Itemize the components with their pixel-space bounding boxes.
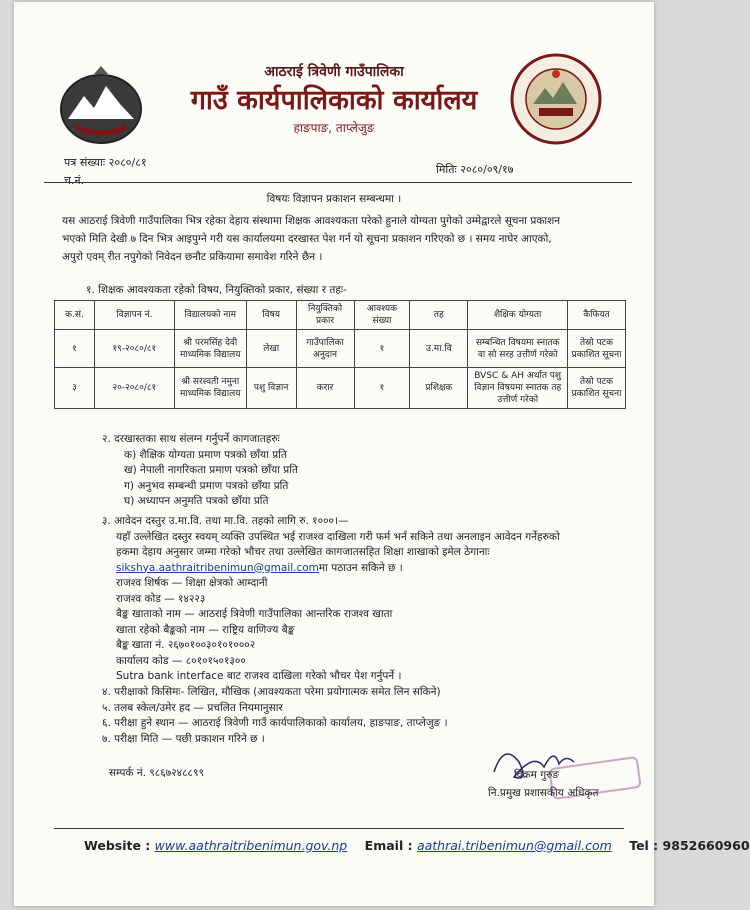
col-header: विषय [246,301,296,330]
office-name: गाउँ कार्यपालिकाको कार्यालय [190,85,478,116]
footer-email-link[interactable]: aathrai.tribenimun@gmail.com [416,838,612,853]
table-row [55,368,626,409]
municipality-name: आठराई त्रिवेणी गाउँपालिका [264,64,404,80]
list-item: घ) अध्यापन अनुमति पत्रको छाँया प्रति [124,495,269,507]
table-cell: उ.मा.वि [410,330,468,368]
tel-label: Tel : [629,838,659,853]
letter-date: मितिः २०८०/०९/१७ [436,163,514,176]
table-cell: गाउँपालिका अनुदान [296,330,354,368]
email-suffix: मा पठाउन सकिने छ । [318,561,403,574]
footer-divider [54,828,624,829]
table-cell: २०-२०८०/८१ [94,368,174,409]
reference-number: च.नं. [64,174,85,187]
exam-section [102,685,448,747]
table-cell: BVSC & AH अर्थात पशु विज्ञान विषयमा स्नातक तह उत्तीर्ण गरेको [468,368,568,409]
email-line [102,561,560,577]
table-cell: १९-२०८०/८१ [94,330,174,368]
fee-section [102,514,560,685]
col-header: आवश्यक संख्या [354,301,410,330]
list-item: ग) अनुभव सम्बन्धी प्रमाण पत्रको छाँया प्रति [124,479,289,492]
list-item: ख) नेपाली नागरिकता प्रमाण पत्रको छाँया प्रति [124,464,298,476]
detail-item: राजश्व शिर्षक — शिक्षा क्षेत्रको आम्दानी [116,577,268,589]
table-cell: सम्बन्धित विषयमा स्नातक वा सो सरह उत्तीर्ण गरेको [468,330,568,368]
website-label: Website : [84,838,151,853]
table-header-row [55,301,626,330]
signatory-name: विक्रम गुरुङ [514,769,560,781]
col-header: नियुक्तिको प्रकार [296,301,354,330]
col-header: कैफियत [568,301,626,330]
table-cell: तेस्रो पटक प्रकाशित सूचना [568,368,626,409]
detail-item: बैङ्क खाताको नाम — आठराई त्रिवेणी गाउँपालिका आन्तरिक राजश्व खाता [116,608,393,620]
col-header: विज्ञापन नं. [94,301,174,330]
list-item: ७. परीक्षा मिति — पछी प्रकाशन गरिने छ । [102,732,265,745]
education-email-link[interactable]: sikshya.aathraitribenimun@gmail.com [116,561,319,574]
section-title: २. दरखास्तका साथ संलग्न गर्नुपर्ने कागजातहरुः [102,433,280,445]
contact-number: सम्पर्क नं. ९८६७२४८८९९ [109,767,204,779]
list-item: ५. तलब स्केल/उमेर हद — प्रचलित नियमानुसार [102,701,283,714]
office-location: हाङपाङ, ताप्लेजुङ [293,121,375,135]
fee-line: यहाँ उल्लेखित दस्तुर स्वयम् व्यक्ति उपस्थित भई राजश्व दाखिला गरी फर्म भर्न सकिने तथा अनलाइन आवेदन गर्नेहरुको [116,530,560,543]
table-row [55,330,626,368]
table-cell: ३ [55,368,95,409]
paragraph-line: अपुरो एवम् रीत नपुगेको निवेदन छनौट प्रकियामा समावेश गरिने छैन । [62,251,323,263]
paragraph-line: यस आठराई त्रिवेणी गाउँपालिका भित्र रहेका देहाय संस्थामा शिक्षक आवश्यकता परेको हुनाले योग्यता पुगेको उम्मेद्वारले सूचना प्रकाशन [62,215,561,227]
col-header: विद्यालयको नाम [174,301,246,330]
detail-item: बैङ्क खाता नं. २६७०१००३०१०१०००२ [116,639,256,651]
table-cell: श्री सरस्वती नमुना माध्यमिक विद्यालय [174,368,246,409]
list-item: ६. परीक्षा हुने स्थान — आठराई त्रिवेणी गाउँ कार्यपालिकाको कार्यालय, हाङपाङ, ताप्लेजुङ । [102,717,448,729]
table-cell: पशु विज्ञान [246,368,296,409]
letter-number: पत्र संख्याः २०८०/८१ [64,156,147,169]
letter-page [14,2,750,906]
fee-line: ३. आवेदन दस्तुर उ.मा.वि. तथा मा.वि. तहको लागि रु. १०००।— [102,515,349,527]
tel-number: 9852660960 [662,838,750,853]
fee-line: हकमा देहाय अनुसार जम्मा गरेको भौचर तथा उल्लेखित कागजातसहित शिक्षा शाखाको इमेल ठेगानाः [116,546,490,558]
notice-paragraph [62,212,622,266]
col-header: क.सं. [55,301,95,330]
table-cell: १ [354,330,410,368]
detail-item: कार्यालय कोड — ८०१०१५०१३०० [116,654,246,667]
signatory-title: नि.प्रमुख प्रशासकीय अधिकृत [488,787,599,799]
table-cell: तेस्रो पटक प्रकाशित सूचना [568,330,626,368]
table-cell: १ [55,330,95,368]
table-cell: प्रशिक्षक [410,368,468,409]
table-cell: करार [296,368,354,409]
vacancy-table [54,300,626,409]
table-cell: श्री परमसिंह देवी माध्यमिक विद्यालय [174,330,246,368]
documents-section [102,432,298,510]
paragraph-line: भएको मिति देखी ७ दिन भित्र आइपुग्ने गरी यस कार्यालयमा दरखास्त पेश गर्न यो सूचना प्रकाशन गरिएको छ । समय नाघेर आएको, [62,233,552,245]
website-link[interactable]: www.aathraitribenimun.gov.np [154,838,348,853]
section1-title: १. शिक्षक आवश्यकता रहेको विषय, नियुक्तिको प्रकार, संख्या र तहः- [86,284,347,296]
detail-item: खाता रहेको बैङ्कको नाम — राष्ट्रिय वाणिज्य बैङ्क [116,623,295,636]
table-cell: १ [354,368,410,409]
subject-line: विषयः विज्ञापन प्रकाशन सम्बन्धमा । [266,193,402,205]
col-header: शैक्षिक योग्यता [468,301,568,330]
email-label: Email : [364,838,413,853]
col-header: तह [410,301,468,330]
list-item: क) शैक्षिक योग्यता प्रमाण पत्रको छाँया प्रति [124,448,287,461]
header-divider [44,182,632,183]
detail-item: राजश्व कोड — १४२२३ [116,592,206,605]
detail-item: Sutra bank interface बाट राजश्व दाखिला गरेको भौचर पेश गर्नुपर्ने । [116,670,402,682]
footer [84,838,750,853]
list-item: ४. परीक्षाको किसिमः- लिखित, मौखिक (आवश्यकता परेमा प्रयोगात्मक समेत लिन सकिने) [102,686,441,698]
table-cell: लेखा [246,330,296,368]
